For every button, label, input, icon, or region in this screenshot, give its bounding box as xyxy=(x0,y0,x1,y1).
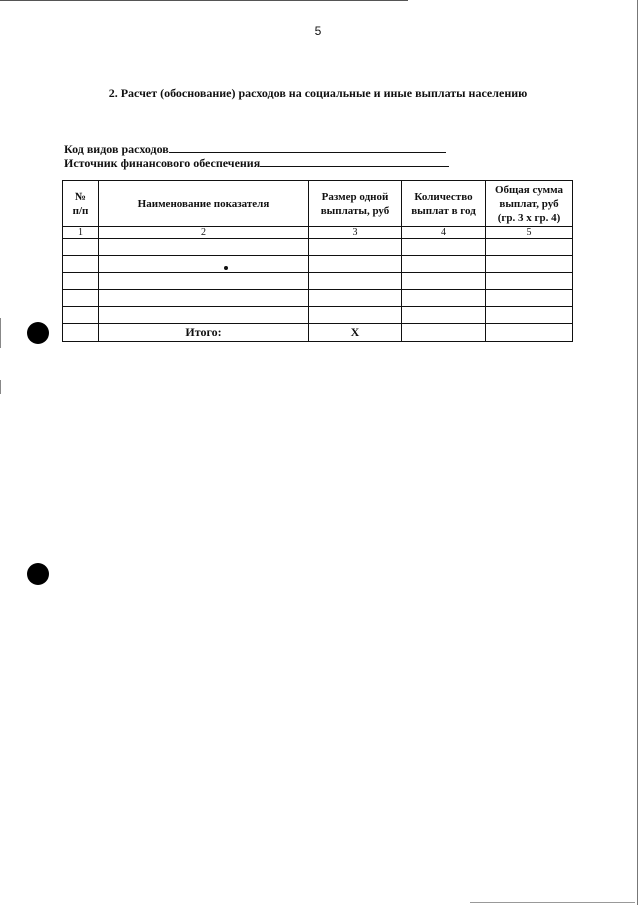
table-cell[interactable] xyxy=(309,273,402,290)
funding-source-label: Источник финансового обеспечения xyxy=(64,156,261,170)
expense-code-input-line[interactable] xyxy=(169,142,446,153)
header-payments-per-year: Количество выплат в год xyxy=(402,181,486,227)
table-cell[interactable] xyxy=(99,307,309,324)
table-cell[interactable] xyxy=(486,290,573,307)
header-indicator-name: Наименование показателя xyxy=(99,181,309,227)
ink-speck xyxy=(224,266,228,270)
header-row xyxy=(63,181,573,227)
page-number: 5 xyxy=(314,24,322,38)
page-edge-top xyxy=(0,0,408,1)
table-cell[interactable] xyxy=(402,256,486,273)
table-cell[interactable] xyxy=(309,290,402,307)
header-total-amount: Общая сумма выплат, руб (гр. 3 x гр. 4) xyxy=(486,181,573,227)
table-cell[interactable] xyxy=(402,307,486,324)
table-cell[interactable] xyxy=(402,290,486,307)
table-cell[interactable] xyxy=(99,273,309,290)
column-number-row xyxy=(63,227,573,239)
table-cell[interactable] xyxy=(486,324,573,342)
table-cell[interactable] xyxy=(99,256,309,273)
table-cell[interactable] xyxy=(99,290,309,307)
column-number: 1 xyxy=(63,227,99,239)
table-cell[interactable] xyxy=(63,273,99,290)
hole-punch-top xyxy=(27,322,49,344)
page-edge-bottom xyxy=(470,902,635,903)
header-payment-size: Размер одной выплаты, руб xyxy=(309,181,402,227)
table-cell[interactable] xyxy=(63,239,99,256)
table-cell[interactable] xyxy=(309,307,402,324)
table-cell[interactable] xyxy=(486,307,573,324)
column-number: 2 xyxy=(99,227,309,239)
column-number: 5 xyxy=(486,227,573,239)
table-cell[interactable] xyxy=(486,256,573,273)
column-number: 3 xyxy=(309,227,402,239)
table-row xyxy=(63,273,573,290)
expense-code-label: Код видов расходов xyxy=(64,142,169,156)
table-cell[interactable] xyxy=(99,239,309,256)
table-cell[interactable] xyxy=(402,324,486,342)
hole-punch-bottom xyxy=(27,563,49,585)
table-cell[interactable] xyxy=(402,239,486,256)
funding-source-field xyxy=(64,156,449,170)
table-cell[interactable] xyxy=(63,290,99,307)
table-row xyxy=(63,239,573,256)
table-cell[interactable] xyxy=(309,239,402,256)
table-cell[interactable] xyxy=(63,307,99,324)
total-row xyxy=(63,324,573,342)
calculation-table xyxy=(62,180,573,342)
table-cell[interactable] xyxy=(63,256,99,273)
column-number: 4 xyxy=(402,227,486,239)
funding-source-input-line[interactable] xyxy=(260,156,449,167)
scan-mark xyxy=(0,380,1,394)
table-cell xyxy=(63,324,99,342)
table-row xyxy=(63,290,573,307)
total-payment-size: X xyxy=(309,324,402,342)
table-cell[interactable] xyxy=(309,256,402,273)
header-number: № п/п xyxy=(63,181,99,227)
expense-code-field xyxy=(64,142,446,156)
table-cell[interactable] xyxy=(486,273,573,290)
table-row xyxy=(63,256,573,273)
table-row xyxy=(63,307,573,324)
table-cell[interactable] xyxy=(486,239,573,256)
total-label: Итого: xyxy=(99,324,309,342)
scan-mark xyxy=(0,318,1,348)
page-edge-right xyxy=(637,0,638,905)
table-cell[interactable] xyxy=(402,273,486,290)
document-title: 2. Расчет (обоснование) расходов на социальные и иные выплаты населению xyxy=(108,86,528,100)
